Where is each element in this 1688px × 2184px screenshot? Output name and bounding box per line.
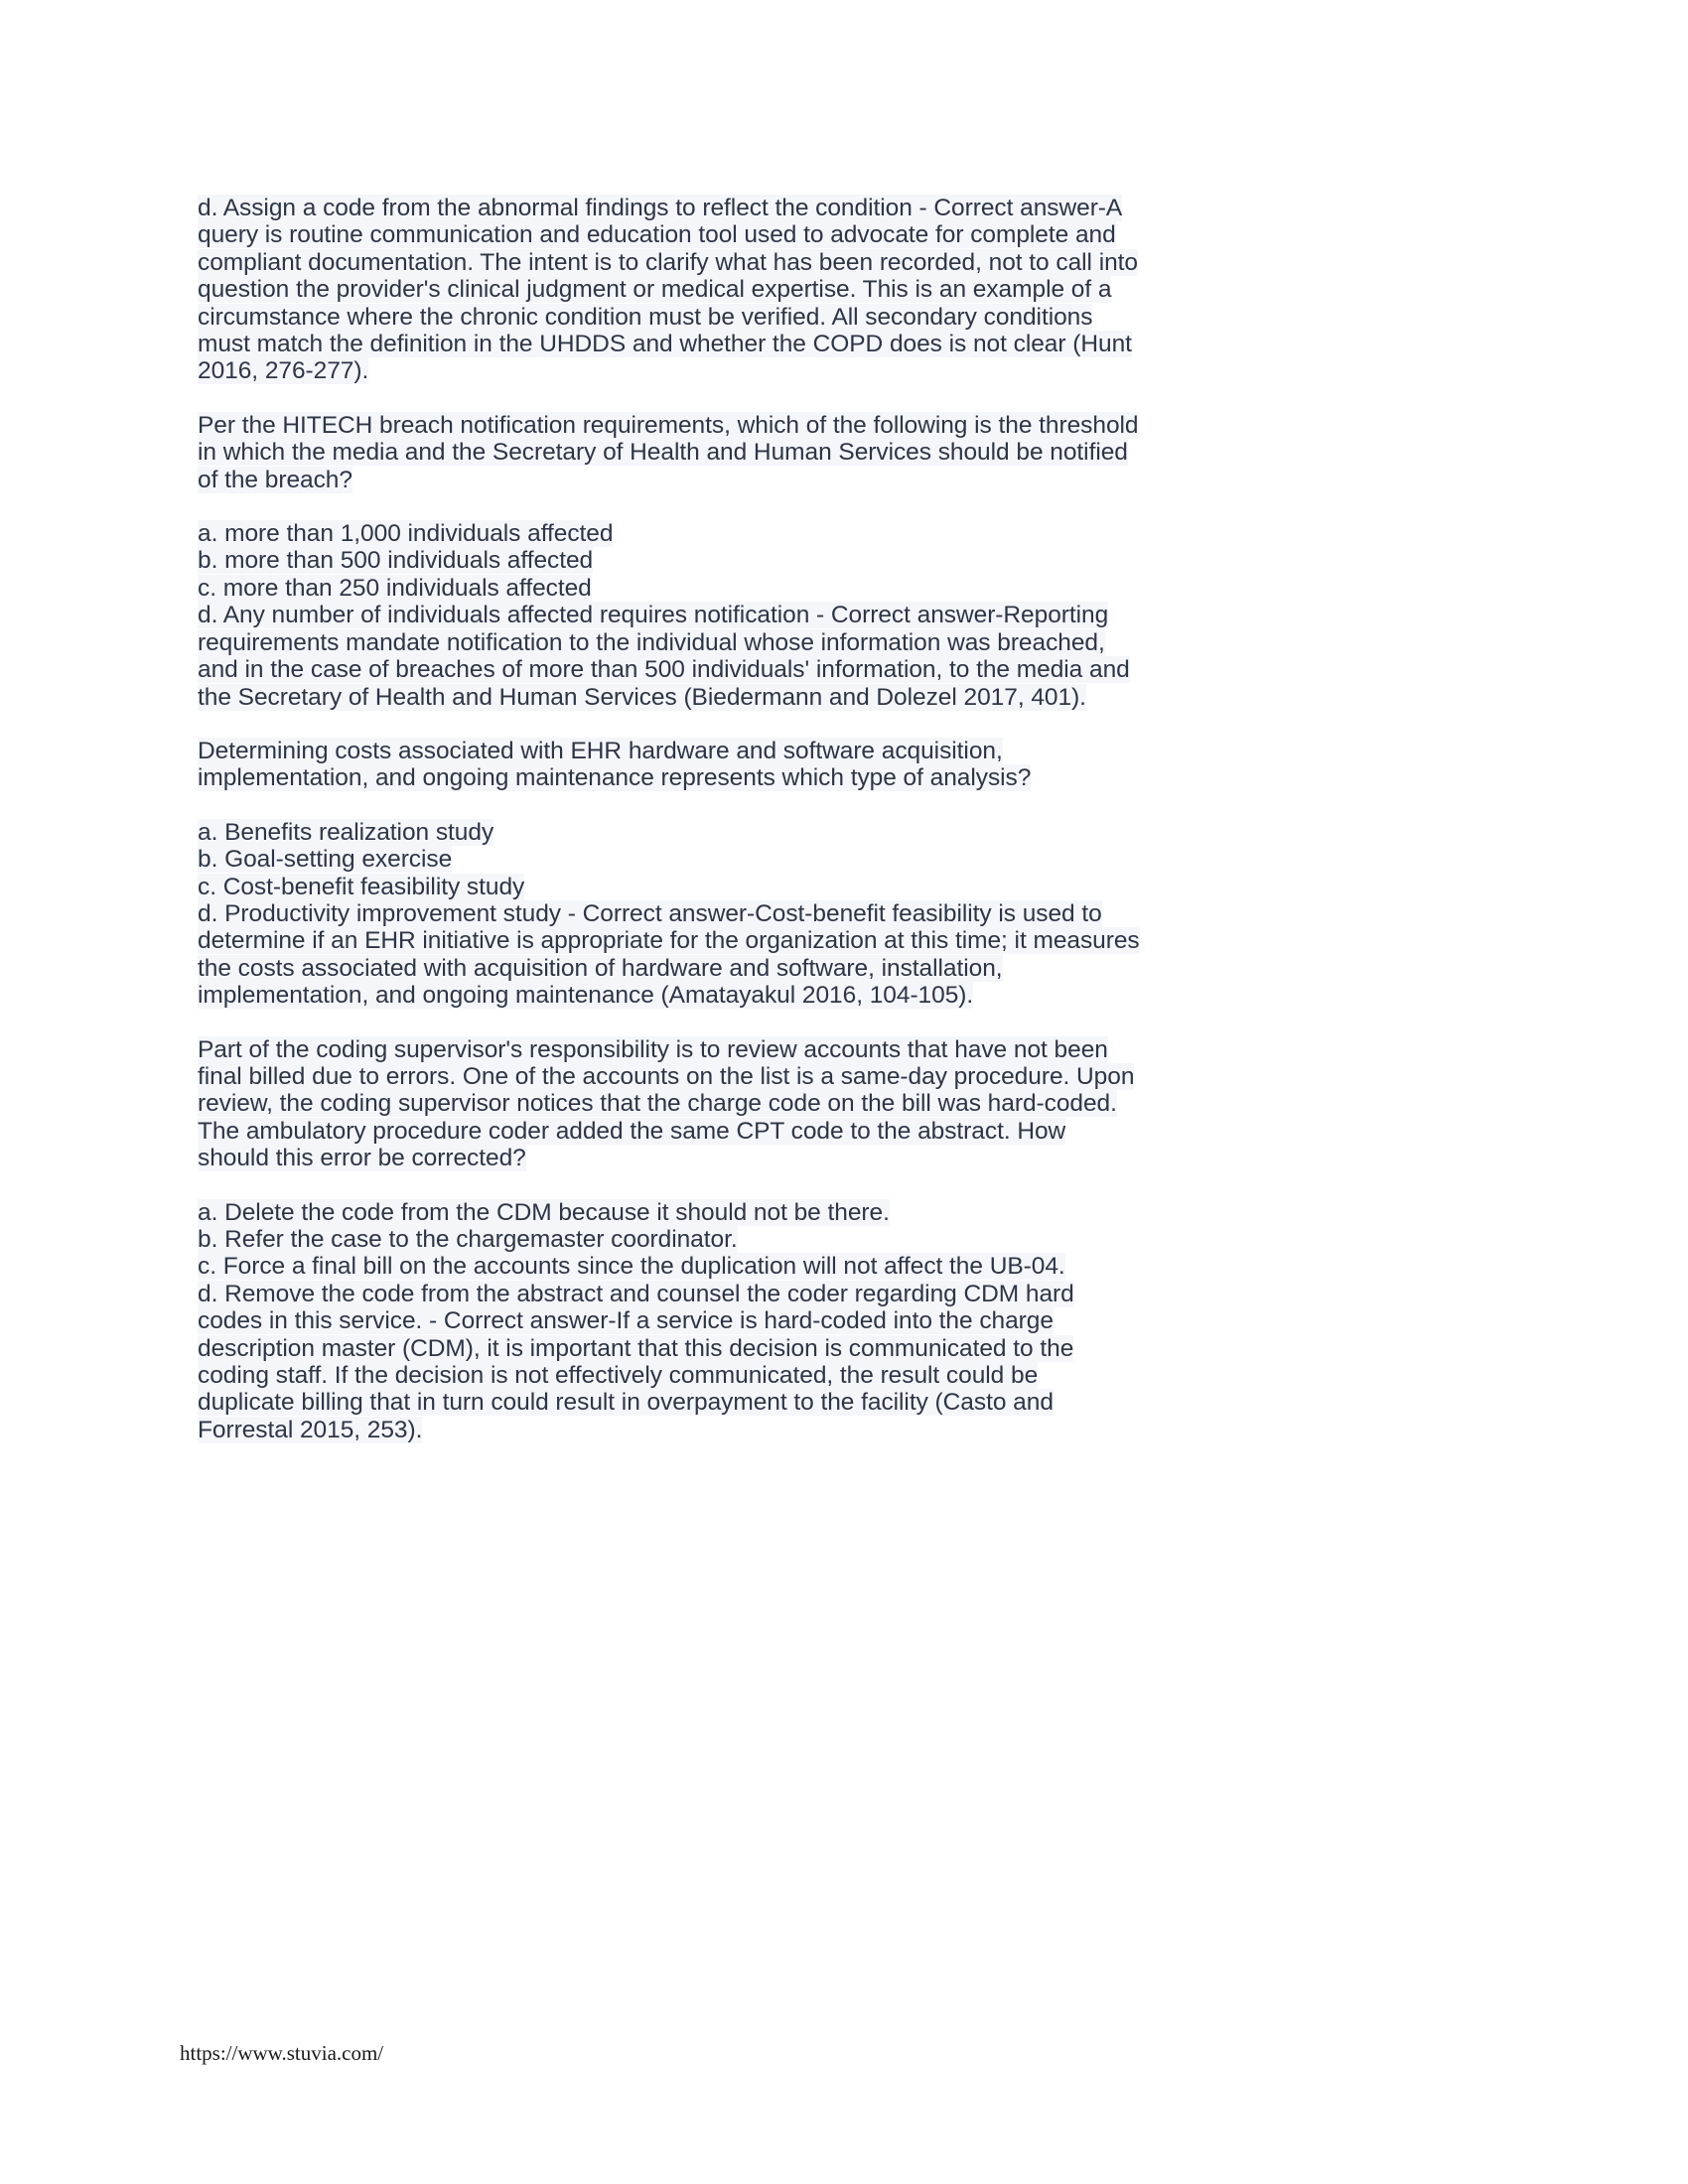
text-line (198, 195, 1498, 221)
text-line (198, 1362, 1498, 1389)
text-line (198, 1389, 1498, 1416)
highlight-span: compliant documentation. The intent is to clarify what has been recorded, not to call into (198, 248, 1139, 276)
highlight-span: a. more than 1,000 individuals affected (198, 520, 614, 548)
highlight-span: requirements mandate notification to the individual whose information was breached, (198, 628, 1105, 656)
text-line (198, 684, 1498, 711)
text-line (198, 874, 1498, 900)
text-line (198, 656, 1498, 683)
highlight-span: Part of the coding supervisor's responsibility is to review accounts that have not been (198, 1035, 1108, 1063)
text-line (198, 846, 1498, 873)
highlight-span: c. Force a final bill on the accounts since the duplication will not affect the UB-04. (198, 1253, 1065, 1281)
text-line (198, 629, 1498, 656)
text-line (198, 412, 1498, 439)
text-line (198, 1226, 1498, 1253)
text-line (198, 575, 1498, 602)
highlight-span: circumstance where the chronic condition must be verified. All secondary conditions (198, 303, 1093, 331)
text-line (198, 900, 1498, 927)
text-line (198, 221, 1498, 248)
highlight-span: a. Benefits realization study (198, 818, 494, 846)
text-line (198, 304, 1498, 331)
highlight-span: implementation, and ongoing maintenance represents which type of analysis? (198, 764, 1032, 792)
highlight-span: Per the HITECH breach notification requirements, which of the following is the threshold (198, 411, 1139, 439)
text-line (198, 1417, 1498, 1443)
paragraph-question-coding-supervisor-cdm (198, 1036, 1498, 1172)
text-line (198, 1036, 1498, 1063)
text-line (198, 1118, 1498, 1145)
paragraph-answer-explanation-query (198, 195, 1498, 385)
highlight-span: and in the case of breaches of more than 500 individuals' information, to the media and (198, 656, 1130, 684)
text-line (198, 927, 1498, 954)
text-line (198, 1307, 1498, 1334)
document-body (198, 195, 1498, 1443)
text-line (198, 1090, 1498, 1117)
highlight-span: coding staff. If the decision is not effectively communicated, the result could be (198, 1362, 1039, 1390)
text-line (198, 602, 1498, 628)
highlight-span: c. more than 250 individuals affected (198, 574, 592, 602)
text-line (198, 1063, 1498, 1090)
text-line (198, 819, 1498, 846)
text-line (198, 1281, 1498, 1307)
highlight-span: duplicate billing that in turn could result in overpayment to the facility (Casto and (198, 1389, 1054, 1417)
highlight-span: c. Cost-benefit feasibility study (198, 873, 525, 900)
highlight-span: the Secretary of Health and Human Services (Biedermann and Dolezel 2017, 401). (198, 683, 1086, 711)
highlight-span: d. Productivity improvement study - Correct answer-Cost-benefit feasibility is used to (198, 899, 1102, 927)
text-line (198, 467, 1498, 493)
text-line (198, 1199, 1498, 1226)
highlight-span: The ambulatory procedure coder added the same CPT code to the abstract. How (198, 1117, 1066, 1145)
highlight-span: 2016, 276-277). (198, 357, 369, 385)
paragraph-options-hitech-breach (198, 520, 1498, 711)
highlight-span: b. more than 500 individuals affected (198, 547, 594, 575)
highlight-span: must match the definition in the UHDDS and whether the COPD does is not clear (Hunt (198, 331, 1132, 358)
highlight-span: codes in this service. - Correct answer-If a service is hard-coded into the charge (198, 1307, 1054, 1335)
highlight-span: d. Remove the code from the abstract and counsel the coder regarding CDM hard (198, 1280, 1074, 1307)
highlight-span: of the breach? (198, 466, 352, 493)
highlight-span: in which the media and the Secretary of Health and Human Services should be notified (198, 439, 1128, 467)
highlight-span: review, the coding supervisor notices that the charge code on the bill was hard-coded. (198, 1090, 1117, 1118)
highlight-span: determine if an EHR initiative is appropriate for the organization at this time; it measures (198, 927, 1140, 955)
highlight-span: implementation, and ongoing maintenance (Amatayakul 2016, 104-105). (198, 982, 974, 1010)
text-line (198, 1335, 1498, 1362)
text-line (198, 738, 1498, 764)
highlight-span: a. Delete the code from the CDM because it should not be there. (198, 1198, 890, 1226)
text-line (198, 547, 1498, 574)
highlight-span: question the provider's clinical judgment or medical expertise. This is an example of a (198, 276, 1112, 304)
text-line (198, 331, 1498, 357)
highlight-span: d. Any number of individuals affected requires notification - Correct answer-Reporting (198, 602, 1109, 629)
text-line (198, 520, 1498, 547)
text-line (198, 764, 1498, 791)
highlight-span: b. Refer the case to the chargemaster coordinator. (198, 1226, 738, 1253)
text-line (198, 982, 1498, 1009)
paragraph-question-hitech-breach (198, 412, 1498, 493)
text-line (198, 439, 1498, 466)
highlight-span: b. Goal-setting exercise (198, 846, 453, 874)
paragraph-options-coding-supervisor-cdm (198, 1199, 1498, 1444)
text-line (198, 1145, 1498, 1171)
highlight-span: Determining costs associated with EHR hardware and software acquisition, (198, 737, 1003, 764)
paragraph-options-ehr-cost-analysis (198, 819, 1498, 1010)
highlight-span: final billed due to errors. One of the accounts on the list is a same-day procedure. Upon (198, 1062, 1135, 1090)
highlight-span: d. Assign a code from the abnormal findings to reflect the condition - Correct answer-A (198, 195, 1123, 221)
text-line (198, 955, 1498, 982)
footer-source-url[interactable]: https://www.stuvia.com/ (180, 2041, 384, 2065)
highlight-span: Forrestal 2015, 253). (198, 1416, 423, 1443)
highlight-span: should this error be corrected? (198, 1145, 526, 1172)
highlight-span: description master (CDM), it is important that this decision is communicated to the (198, 1334, 1074, 1362)
text-line (198, 249, 1498, 276)
paragraph-question-ehr-cost-analysis (198, 738, 1498, 792)
highlight-span: query is routine communication and education tool used to advocate for complete and (198, 221, 1116, 249)
text-line (198, 1253, 1498, 1280)
text-line (198, 276, 1498, 303)
highlight-span: the costs associated with acquisition of hardware and software, installation, (198, 954, 1003, 982)
text-line (198, 357, 1498, 384)
